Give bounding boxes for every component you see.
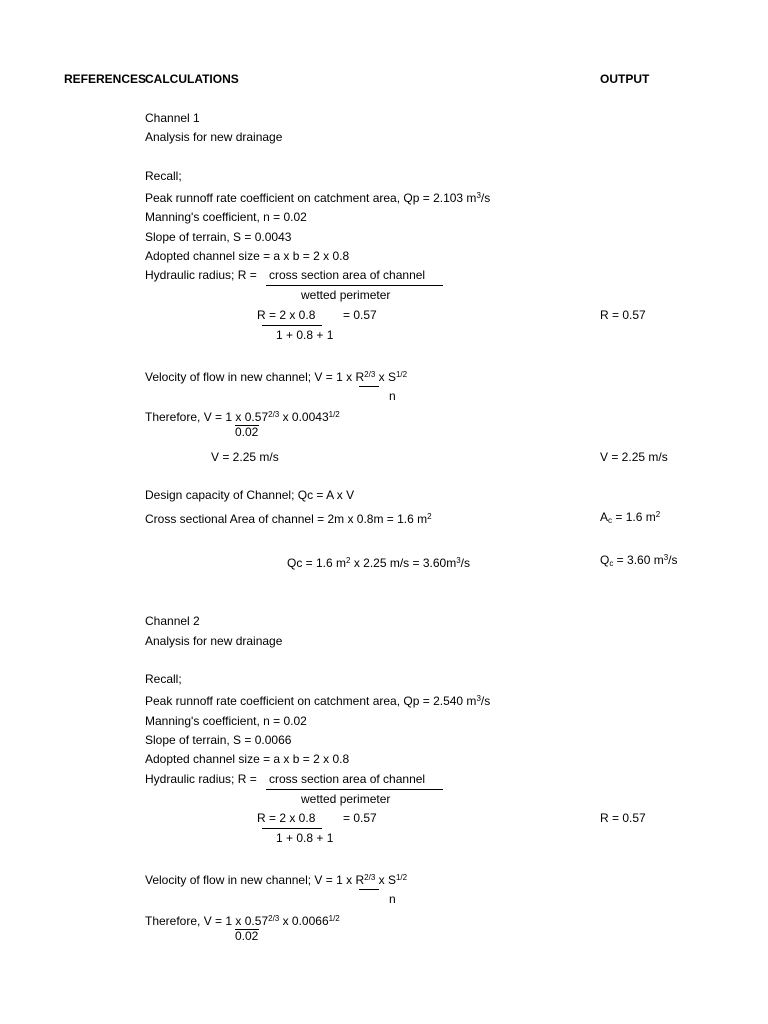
- channel1-manning: Manning's coefficient, n = 0.02: [145, 210, 307, 224]
- channel1-therefore-formula: Therefore, V = 1 x $0.57^{2/3}$ x $0.0043^{1/2}$: [145, 410, 340, 424]
- channel2-velocity-n: n: [389, 892, 396, 906]
- channel1-therefore-denominator: 0.02: [235, 425, 259, 439]
- channel2-slope: Slope of terrain, S = 0.0066: [145, 733, 292, 747]
- channel1-r-result: = 0.57: [343, 308, 377, 322]
- channel1-r-output: R = 0.57: [600, 308, 646, 322]
- channel1-r-denominator: 1 + 0.8 + 1: [276, 328, 334, 342]
- channel1-qc-calculation: Qc = 1.6 $m^2$ x 2.25 $m/s = 3.60m^3/s$: [287, 556, 470, 570]
- channel1-r-fraction-bar: [262, 325, 322, 326]
- channel2-therefore-denominator: 0.02: [235, 929, 259, 943]
- channel2-r-numerator: R = 2 x 0.8: [257, 811, 316, 825]
- channel2-r-result: = 0.57: [343, 811, 377, 825]
- channel1-adopted-size: Adopted channel size = a x b = 2 x 0.8: [145, 249, 350, 263]
- channel2-velocity-formula: Velocity of flow in new channel; V = 1 x $R^{2/3}$ x $S^{1/2}$: [145, 873, 408, 887]
- channel1-velocity-fraction-bar: [359, 386, 379, 387]
- channel2-subtitle: Analysis for new drainage: [145, 634, 283, 648]
- channel2-manning: Manning's coefficient, n = 0.02: [145, 714, 307, 728]
- channel2-r-denominator: 1 + 0.8 + 1: [276, 831, 334, 845]
- references-header: REFERENCES: [64, 72, 147, 86]
- calculations-header: CALCULATIONS: [145, 72, 239, 86]
- channel1-design-capacity: Design capacity of Channel; Qc = A x V: [145, 488, 355, 502]
- channel1-title: Channel 1: [145, 111, 200, 125]
- channel1-hr-numerator: cross section area of channel: [269, 268, 426, 282]
- channel2-r-fraction-bar: [262, 828, 322, 829]
- channel1-v-result: V = 2.25 m/s: [211, 450, 279, 464]
- channel1-slope: Slope of terrain, S = 0.0043: [145, 230, 292, 244]
- channel2-title: Channel 2: [145, 614, 200, 628]
- channel2-peak-runoff: Peak runnoff rate coefficient on catchment area, Qp = 2.540 $m^3/s$: [145, 694, 491, 708]
- channel2-hydraulic-radius-label: Hydraulic radius; R =: [145, 772, 257, 786]
- channel1-ac-output: $A_c = 1.6$ $m^2$: [600, 510, 661, 525]
- channel1-subtitle: Analysis for new drainage: [145, 130, 283, 144]
- channel2-hr-denominator: wetted perimeter: [301, 792, 391, 806]
- channel1-hr-fraction-bar: [266, 285, 443, 286]
- channel2-r-output: R = 0.57: [600, 811, 646, 825]
- channel1-hydraulic-radius-label: Hydraulic radius; R =: [145, 268, 257, 282]
- channel1-peak-runoff: Peak runnoff rate coefficient on catchment area, Qp = 2.103 $m^3/s$: [145, 191, 491, 205]
- channel1-velocity-formula: Velocity of flow in new channel; V = 1 x $R^{2/3}$ x $S^{1/2}$: [145, 370, 408, 384]
- channel1-cross-section: Cross sectional Area of channel = 2m x 0.8m = 1.6 $m^2$: [145, 512, 432, 526]
- channel1-hr-denominator: wetted perimeter: [301, 288, 391, 302]
- channel2-therefore-formula: Therefore, V = 1 x $0.57^{2/3}$ x $0.0066^{1/2}$: [145, 914, 340, 928]
- channel2-recall: Recall;: [145, 672, 182, 686]
- channel1-v-output: V = 2.25 m/s: [600, 450, 668, 464]
- channel1-velocity-n: n: [389, 389, 396, 403]
- channel1-recall: Recall;: [145, 169, 182, 183]
- channel2-velocity-fraction-bar: [359, 889, 379, 890]
- channel2-adopted-size: Adopted channel size = a x b = 2 x 0.8: [145, 752, 350, 766]
- channel2-hr-numerator: cross section area of channel: [269, 772, 426, 786]
- output-header: OUTPUT: [600, 72, 650, 86]
- channel1-qc-output: $Q_c = 3.60$ $m^3/s$: [600, 553, 678, 568]
- channel1-r-numerator: R = 2 x 0.8: [257, 308, 316, 322]
- channel2-hr-fraction-bar: [266, 789, 443, 790]
